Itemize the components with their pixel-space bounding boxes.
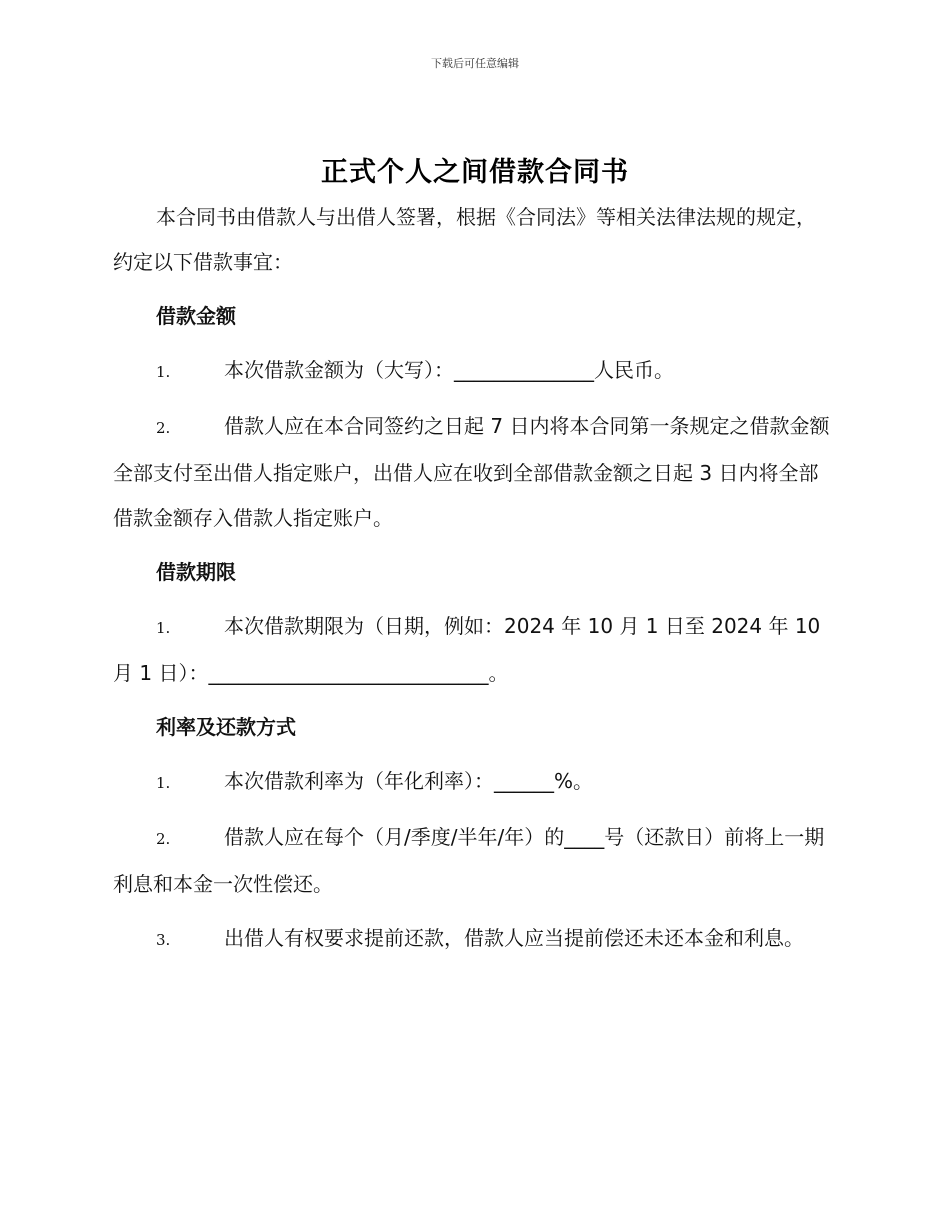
clause-number: 3. xyxy=(156,931,171,949)
header-note: 下载后可任意编辑 xyxy=(431,57,519,70)
clause-number: 1. xyxy=(156,363,171,381)
clause-number: 1. xyxy=(156,619,171,637)
intro-paragraph: 本合同书由借款人与出借人签署，根据《合同法》等相关法律法规的规定，约定以下借款事宜： xyxy=(113,205,816,274)
clause-item xyxy=(113,916,835,963)
clause-item xyxy=(113,348,835,395)
clause-item xyxy=(113,759,835,806)
clause-number: 2. xyxy=(156,830,171,848)
clause-item xyxy=(113,404,835,541)
clause-item xyxy=(113,815,835,907)
section-heading-interest: 利率及还款方式 xyxy=(156,715,296,739)
section-heading-term: 借款期限 xyxy=(156,560,236,584)
document-body xyxy=(113,195,835,972)
clause-text: 借款人应在本合同签约之日起 7 日内将本合同第一条规定之借款金额全部支付至出借人指定账户，出借人应在收到全部借款金额之日起 3 日内将全部借款金额存入借款人指定账户。 xyxy=(113,414,830,530)
clause-text: 借款人应在每个（月/季度/半年/年）的____号（还款日）前将上一期利息和本金一次性偿还。 xyxy=(113,825,825,896)
clause-text: 本次借款金额为（大写）：______________人民币。 xyxy=(224,358,674,382)
clause-text: 出借人有权要求提前还款，借款人应当提前偿还未还本金和利息。 xyxy=(224,926,804,950)
clause-number: 2. xyxy=(156,419,171,437)
clause-text: 本次借款利率为（年化利率）：______%。 xyxy=(224,769,594,793)
section-heading-amount: 借款金额 xyxy=(156,304,236,328)
document-title: 正式个人之间借款合同书 xyxy=(321,157,629,188)
clause-item xyxy=(113,604,835,696)
clause-text: 本次借款期限为（日期，例如：2024 年 10 月 1 日至 2024 年 10 月 1 日）：____________________________。 xyxy=(113,614,821,685)
clause-number: 1. xyxy=(156,774,171,792)
